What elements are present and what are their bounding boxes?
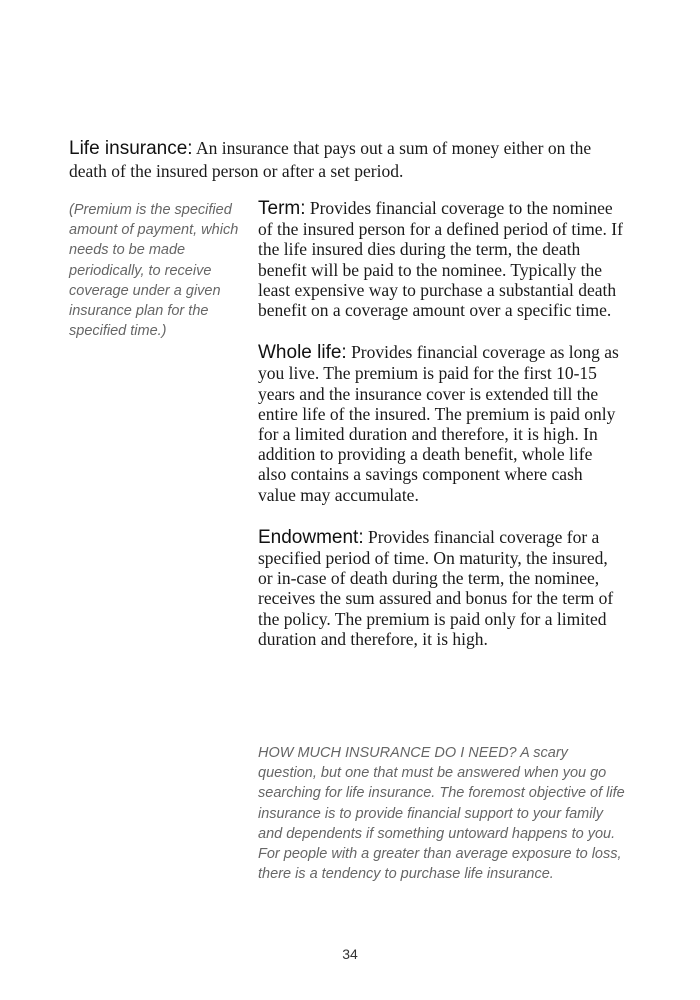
- entry-term: Endowment:: [258, 526, 364, 548]
- endowment-insurance-entry: [258, 527, 623, 649]
- intro-definition: An insurance that pays out a sum of money either on the death of the insured person or after a set period.: [69, 138, 592, 181]
- entry-definition: Provides financial coverage as long as you live. The premium is paid for the first 10-15 years and the insurance cover is extended till the entire life of the insured. The premium is paid only for a limited duration and therefore, it is high. In addition to providing a death benefit, whole life also contains a savings component where cash value may accumulate.: [258, 342, 619, 505]
- intro-term: Life insurance:: [69, 138, 193, 159]
- page-number: 34: [342, 946, 358, 962]
- intro-paragraph: [69, 137, 629, 182]
- insurance-types-list: [258, 198, 623, 671]
- entry-term: Term:: [258, 198, 306, 219]
- entry-term: Whole life:: [258, 342, 347, 364]
- entry-definition: Provides financial coverage for a specified period of time. On maturity, the insured, or in-case of death during the term, the nominee, receives the sum assured and bonus for the term of the policy. The premium is paid only for a limited duration and therefore, it is high.: [258, 526, 614, 649]
- premium-sidenote: (Premium is the specified amount of payment, which needs to be made periodically, to receive coverage under a given insurance plan for the specified time.): [69, 202, 239, 340]
- how-much-insurance-callout: HOW MUCH INSURANCE DO I NEED? A scary question, but one that must be answered when you go searching for life insurance. The foremost objective of life insurance is to provide financial support to your family and dependents if something untoward happens to you. For people with a greater than average exposure to loss, there is a tendency to purchase life insurance.: [258, 745, 625, 883]
- whole-life-insurance-entry: [258, 342, 623, 505]
- term-insurance-entry: [258, 198, 623, 320]
- entry-definition: Provides financial coverage to the nominee of the insured person for a defined period of time. If the life insured dies during the term, the death benefit will be paid to the nominee. Typically the least expensive way to purchase a substantial death benefit on a coverage amount over a specific time.: [258, 198, 623, 321]
